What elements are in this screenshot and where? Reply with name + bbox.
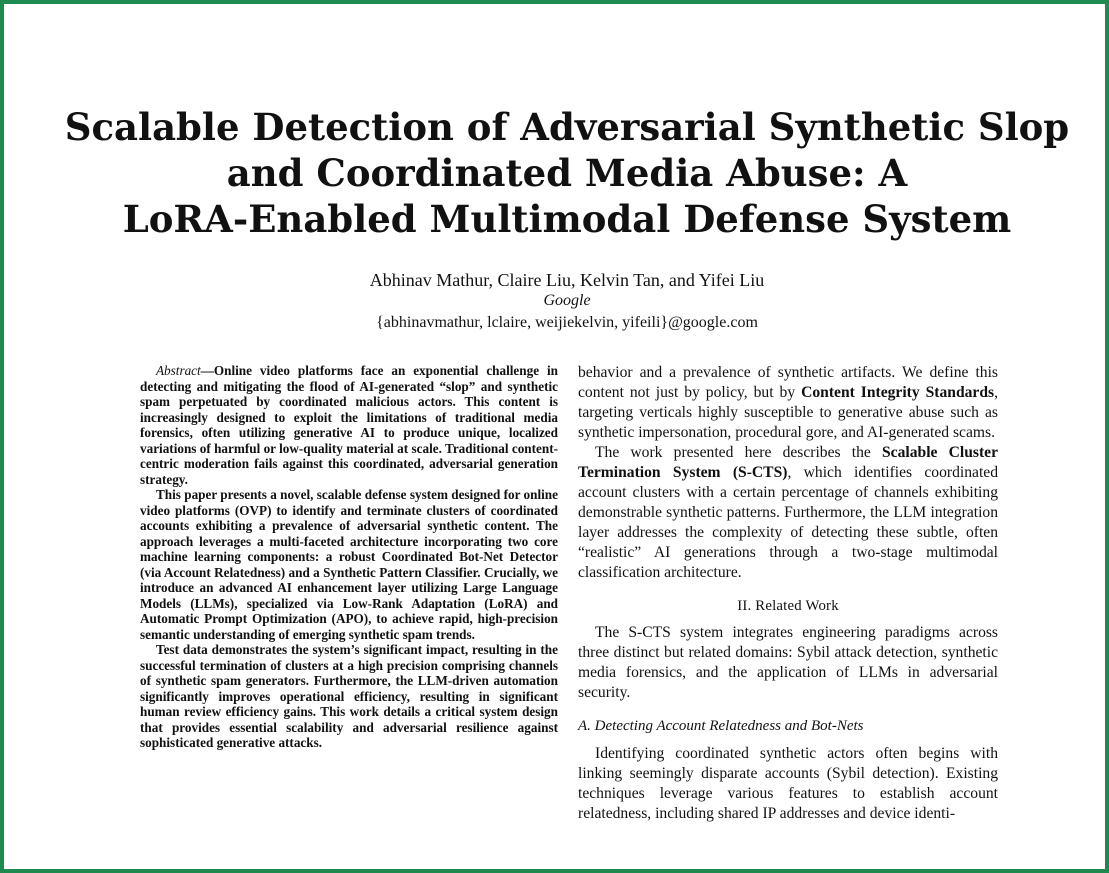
right-column [578,363,998,824]
intro-text-c: , targeting verticals highly susceptible to generative abuse such as synthetic impersonation, procedural gore, and AI-generated scams. [578,384,999,441]
intro-term-standards: Content Integrity Standards [801,384,995,401]
title-line-2: and Coordinated Media Abuse: A [226,151,908,195]
title-line-3: LoRA-Enabled Multimodal Defense System [122,197,1012,241]
subsection-a-paragraph: Identifying coordinated synthetic actors often begins with linking seemingly disparate accounts (Sybil detection). Existing techniques leverage various features to establish account relatedness, including shared IP addresses and device identi- [578,745,998,822]
abstract-column [140,363,558,751]
intro-paragraph-cont [578,363,998,443]
abstract-text-1: —Online video platforms face an exponential challenge in detecting and mitigating the flood of AI-generated “slop” and synthetic spam perpetuated by coordinated malicious actors. This content is increasingly designed to exploit the limitations of traditional media forensics, often utilizing generative AI to produce unique, localized variations of harmful or low-quality material at scale. Traditional content-centric moderation fails against this coordinated, adversarial generation strategy. [140,363,558,487]
abstract-label: Abstract [156,363,201,378]
scts-text-a: The work presented here describes the [595,444,882,461]
affiliation: Google [543,292,591,309]
author-list: Abhinav Mathur, Claire Liu, Kelvin Tan, and Yifei Liu [369,270,765,290]
abstract-paragraph-1 [140,363,558,487]
abstract-paragraph-2: This paper presents a novel, scalable defense system designed for online video platforms (OVP) to identify and terminate clusters of coordinated accounts exhibiting a prevalence of adversarial synthetic content. The approach leverages a multi-faceted architecture incorporating two core machine learning components: a robust Coordinated Bot-Net Detector (via Account Relatedness) and a Synthetic Pattern Classifier. Crucially, we introduce an advanced AI enhancement layer utilizing Large Language Models (LLMs), specialized via Low-Rank Adaptation (LoRA) and Automatic Prompt Optimization (APO), to achieve rapid, high-precision semantic understanding of emerging synthetic spam trends. [140,487,558,642]
scts-term: Scalable Cluster Termination System (S-CTS) [578,444,998,481]
paper-title [64,104,1070,242]
scts-text-c: , which identifies coordinated account clusters with a certain percentage of channels exhibiting demonstrable synthetic patterns. Furthermore, the LLM integration layer addresses the complexity of detecting these subtle, often “realistic” AI generations through a two-stage multimodal classification architecture. [578,464,998,581]
related-work-paragraph: The S-CTS system integrates engineering paradigms across three distinct but related domains: Sybil attack detection, synthetic media forensics, and the application of LLMs in adversarial security. [578,624,998,701]
section-heading-related-work: II. Related Work [737,598,839,614]
abstract-paragraph-3: Test data demonstrates the system’s significant impact, resulting in the successful termination of clusters at a high precision comprising channels of synthetic spam generators. Furthermore, the LLM-driven automation significantly improves operational efficiency, resulting in significant human review efficiency gains. This work details a critical system design that provides essential scalability and adversarial resilience against sophisticated generative attacks. [140,642,558,750]
subsection-heading-a: A. Detecting Account Relatedness and Bot-Nets [578,718,864,734]
intro-paragraph-scts [578,443,998,583]
author-emails: {abhinavmathur, lclaire, weijiekelvin, yifeili}@google.com [376,314,758,331]
title-line-1: Scalable Detection of Adversarial Synthetic Slop [64,105,1070,149]
page-bottom-mask [578,837,1008,873]
intro-text-a: behavior and a prevalence of synthetic artifacts. We define this content not just by policy, but by [578,364,998,401]
